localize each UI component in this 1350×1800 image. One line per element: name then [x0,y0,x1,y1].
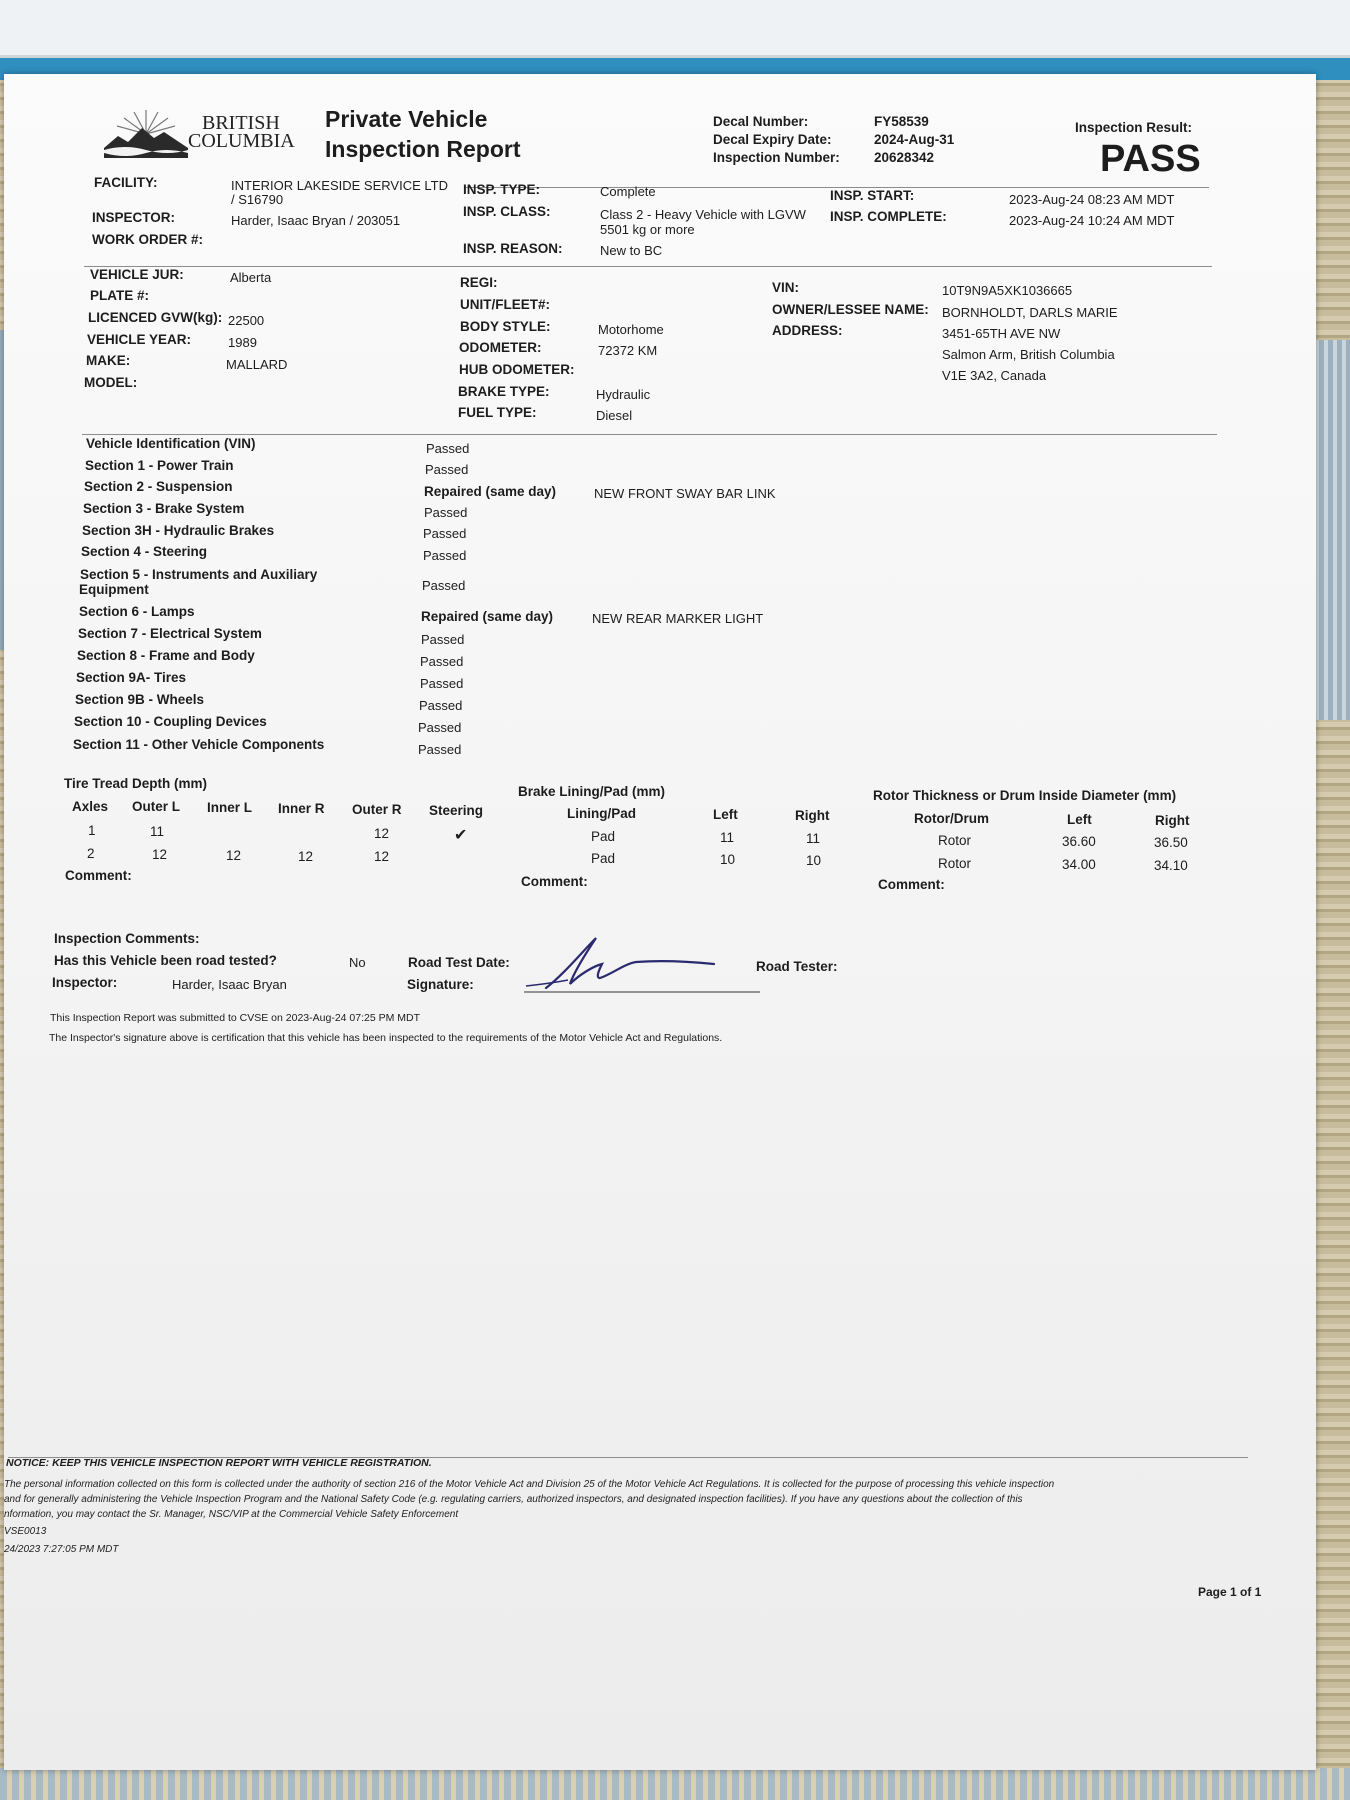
bc-mountain-sun-icon [104,108,188,158]
insp-complete-value: 2023-Aug-24 10:24 AM MDT [1009,213,1175,228]
address-line3: V1E 3A2, Canada [942,368,1047,383]
section-name: Section 1 - Power Train [85,458,234,473]
rotor-cell: Rotor [938,833,972,848]
make-value: MALLARD [226,357,288,372]
notice-text-line2: and for generally administering the Vehicle Inspection Program and the National Safety Code (e.g. regulating carriers, authorized inspectors, and designated inspection facilities). If you have any questions about the collection of this [4,1494,1023,1505]
inspection-result-label: Inspection Result: [1075,120,1193,135]
section-name: Section 4 - Steering [81,544,208,559]
section-status: Passed [419,698,463,713]
facility-value-line1: INTERIOR LAKESIDE SERVICE LTD [231,178,448,193]
vehicle-jur-label: VEHICLE JUR: [90,267,184,282]
body-style-value: Motorhome [598,322,664,337]
rotor-cell: 36.60 [1062,834,1096,849]
vehicle-year-label: VEHICLE YEAR: [87,332,192,347]
tire-header-outer-r: Outer R [352,802,402,817]
background-top-paper [0,0,1350,58]
rotor-cell: Rotor [938,856,972,871]
certification-note: The Inspector's signature above is certification that this vehicle has been inspected to the requirements of the Motor Vehicle Act and Regulations. [49,1032,723,1044]
notice-text-line3: nformation, you may contact the Sr. Manager, NSC/VIP at the Commercial Vehicle Safety Enforcement [4,1509,459,1520]
tire-header-steering: Steering [429,803,484,818]
signature-label: Signature: [407,977,474,992]
unit-fleet-label: UNIT/FLEET#: [460,297,550,312]
brake-pad-title: Brake Lining/Pad (mm) [518,784,666,799]
road-tested-value: No [349,955,366,970]
odometer-label: ODOMETER: [459,340,542,355]
tire-header-inner-l: Inner L [207,800,253,815]
reg-label: REGI: [460,275,498,290]
insp-class-value-line1: Class 2 - Heavy Vehicle with LGVW [600,207,806,222]
brake-type-value: Hydraulic [596,387,651,402]
work-order-label: WORK ORDER #: [92,232,203,247]
section-status: Passed [420,676,464,691]
insp-complete-label: INSP. COMPLETE: [830,209,947,224]
owner-value: BORNHOLDT, DARLS MARIE [942,305,1118,320]
inspector-sign-label: Inspector: [52,975,118,990]
inspector-sign-value: Harder, Isaac Bryan [172,977,287,992]
section-status: Passed [422,578,466,593]
page-number: Page 1 of 1 [1198,1585,1262,1599]
section-name: Section 8 - Frame and Body [77,648,255,663]
rotor-header-rotor-drum: Rotor/Drum [914,811,989,826]
report-title-line1: Private Vehicle [325,106,488,132]
tire-cell: 12 [152,847,168,862]
owner-label: OWNER/LESSEE NAME: [772,302,929,317]
rotor-cell: 36.50 [1154,835,1188,850]
section-name: Section 7 - Electrical System [78,626,262,641]
notice-title: NOTICE: KEEP THIS VEHICLE INSPECTION REPORT WITH VEHICLE REGISTRATION. [6,1457,432,1469]
bc-logo-line2: COLUMBIA [188,130,295,152]
inspector-signature [524,934,764,994]
section-status: Passed [423,548,467,563]
section-name: Section 2 - Suspension [84,479,233,494]
fuel-type-label: FUEL TYPE: [458,405,537,420]
inspection-number-label: Inspection Number: [713,150,840,165]
inspector-label: INSPECTOR: [92,210,176,225]
brake-header-right: Right [795,808,830,823]
vin-label: VIN: [772,280,799,295]
facility-label: FACILITY: [94,175,158,190]
tire-cell: 11 [150,824,165,839]
decal-expiry-label: Decal Expiry Date: [713,132,832,147]
inspection-result: PASS [1100,138,1201,180]
hub-odometer-label: HUB ODOMETER: [459,362,575,377]
tire-cell: 12 [374,826,390,841]
notice-text-line1: The personal information collected on this form is collected under the authority of section 216 of the Motor Vehicle Act and Division 25 of the Motor Vehicle Act Regulations. It is collected for the purpose of processing this vehicle inspection [4,1479,1055,1490]
brake-header-lining: Lining/Pad [567,806,636,821]
section-status: Passed [421,632,465,647]
section-status-repaired: Repaired (same day) [421,609,554,624]
background-mat-right-blue [1310,340,1350,720]
section-status-repaired: Repaired (same day) [424,484,557,499]
insp-type-label: INSP. TYPE: [463,182,541,197]
odometer-value: 72372 KM [598,343,658,358]
report-title-line2: Inspection Report [325,136,521,162]
section-name: Section 6 - Lamps [79,604,195,619]
rotor-header-right: Right [1155,813,1190,828]
section-status: Passed [424,505,468,520]
tire-header-axles: Axles [72,799,109,814]
body-style-label: BODY STYLE: [460,319,551,334]
vehicle-year-value: 1989 [228,335,257,350]
address-line1: 3451-65TH AVE NW [942,326,1061,341]
brake-cell: 10 [806,853,822,868]
address-line2: Salmon Arm, British Columbia [942,347,1115,362]
model-label: MODEL: [84,375,138,390]
gvw-label: LICENCED GVW(kg): [88,310,223,325]
brake-cell: Pad [591,829,616,844]
road-tester-label: Road Tester: [756,959,838,974]
divider [82,434,1217,435]
brake-cell: Pad [591,851,616,866]
tire-cell: 2 [87,846,95,861]
insp-start-value: 2023-Aug-24 08:23 AM MDT [1009,192,1175,207]
brake-type-label: BRAKE TYPE: [458,384,550,399]
gvw-value: 22500 [228,313,265,328]
insp-class-label: INSP. CLASS: [463,204,551,219]
rotor-cell: 34.00 [1062,857,1096,872]
section-name: Section 5 - Instruments and Auxiliary [80,567,318,582]
brake-cell: 11 [806,831,821,846]
decal-number: FY58539 [874,114,929,129]
bc-logo [104,108,304,158]
section-status: Passed [426,441,470,456]
section-name-cont: Equipment [79,582,149,597]
insp-type-value: Complete [600,184,656,199]
facility-value-line2: / S16790 [231,192,284,207]
road-test-date-label: Road Test Date: [408,955,510,970]
rotor-cell: 34.10 [1154,858,1188,873]
tire-cell: 12 [374,849,390,864]
rotor-title: Rotor Thickness or Drum Inside Diameter (mm) [873,788,1177,803]
vin-value: 10T9N9A5XK1036665 [942,283,1073,298]
section-status: Passed [418,742,462,757]
tire-tread-title: Tire Tread Depth (mm) [64,776,208,791]
fuel-type-value: Diesel [596,408,633,423]
section-name: Section 10 - Coupling Devices [74,714,267,729]
insp-reason-value: New to BC [600,243,663,258]
rotor-header-left: Left [1067,812,1092,827]
vehicle-jur-value: Alberta [230,270,272,285]
make-label: MAKE: [86,353,131,368]
section-status: Passed [423,526,467,541]
tire-header-outer-l: Outer L [132,799,181,814]
brake-comment-label: Comment: [521,874,588,889]
tire-cell: 1 [88,823,96,838]
section-name: Section 11 - Other Vehicle Components [73,737,325,752]
bc-logo-line1: BRITISH [202,112,280,134]
section-status: Passed [418,720,462,735]
tire-cell: 12 [226,848,242,863]
inspection-comments-label: Inspection Comments: [54,931,200,946]
inspection-report-page [4,74,1316,1770]
insp-class-value-line2: 5501 kg or more [600,222,695,237]
brake-cell: 11 [720,830,735,845]
plate-label: PLATE #: [90,288,150,303]
tire-comment-label: Comment: [65,868,132,883]
section-name: Section 9A- Tires [76,670,187,685]
section-repair-note: NEW FRONT SWAY BAR LINK [594,486,776,501]
tire-cell: 12 [298,849,314,864]
section-status: Passed [420,654,464,669]
road-tested-label: Has this Vehicle been road tested? [54,953,277,968]
background-mat-right [1310,80,1350,1800]
background-mat-bottom [0,1768,1350,1800]
brake-header-left: Left [713,807,738,822]
brake-cell: 10 [720,852,736,867]
insp-start-label: INSP. START: [830,188,915,203]
tire-header-inner-r: Inner R [278,801,325,816]
address-label: ADDRESS: [772,323,843,338]
printed-timestamp: 24/2023 7:27:05 PM MDT [4,1544,119,1555]
rotor-comment-label: Comment: [878,877,945,892]
section-status: Passed [425,462,469,477]
inspection-number: 20628342 [874,150,935,165]
section-name: Section 3 - Brake System [83,501,245,516]
section-name: Section 3H - Hydraulic Brakes [82,523,275,538]
form-code: VSE0013 [4,1526,47,1537]
decal-number-label: Decal Number: [713,114,809,129]
decal-expiry: 2024-Aug-31 [874,132,955,147]
inspector-value: Harder, Isaac Bryan / 203051 [231,213,401,228]
section-name: Vehicle Identification (VIN) [86,436,256,451]
section-repair-note: NEW REAR MARKER LIGHT [592,611,764,626]
submission-note: This Inspection Report was submitted to CVSE on 2023-Aug-24 07:25 PM MDT [50,1012,421,1024]
steering-check-icon: ✔ [454,827,468,844]
section-name: Section 9B - Wheels [75,692,205,707]
insp-reason-label: INSP. REASON: [463,241,563,256]
divider [84,266,1212,267]
